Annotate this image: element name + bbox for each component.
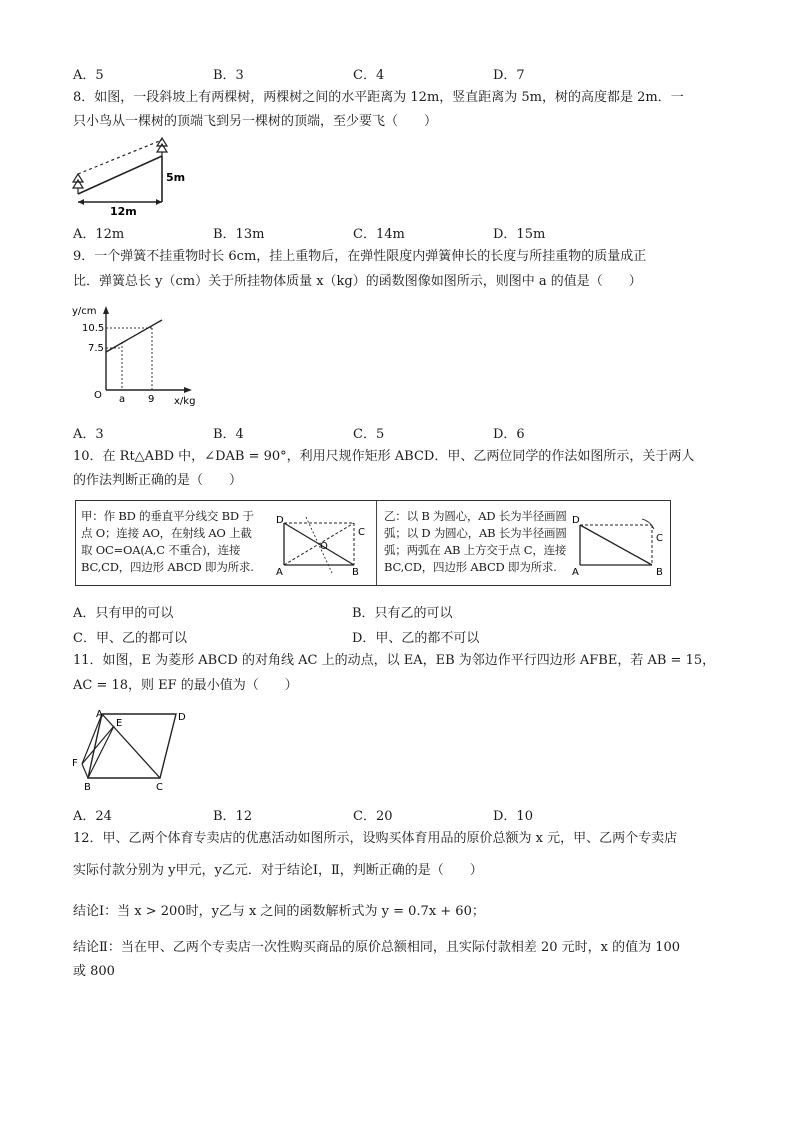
q8-option-a[interactable]: A．12m: [73, 227, 125, 242]
q7-option-c[interactable]: C．4: [353, 68, 385, 83]
q12-conclusion-2-line2: 或 800: [73, 964, 115, 979]
q8-option-c[interactable]: C．14m: [353, 227, 405, 242]
left-tree-icon: [73, 174, 83, 194]
q11-stem-line1: 11．如图，E 为菱形 ABCD 的对角线 AC 上的动点，以 EA，EB 为邻边作平行四边形 AFBE，若 AB = 15，: [73, 653, 716, 668]
jia-rect-figure: [276, 511, 372, 577]
q7-options: [73, 64, 713, 82]
methods-divider: [376, 501, 377, 585]
label-a: A: [96, 709, 103, 720]
q10-option-b[interactable]: B．只有乙的可以: [352, 606, 453, 621]
function-line: [106, 320, 162, 352]
y-axis-arrow-icon: [103, 306, 109, 314]
q11-option-b[interactable]: B．12: [213, 809, 253, 824]
rhombus-abcd: [88, 714, 176, 778]
x-tick-a: a: [119, 394, 126, 405]
right-tree-icon: [157, 138, 167, 156]
q12-conclusion-2-line1: 结论Ⅱ：当在甲、乙两个专卖店一次性购买商品的原价总额相同，且实际付款相差 20 元时，x 的值为 100: [73, 940, 681, 955]
q10-option-a[interactable]: A．只有甲的可以: [73, 606, 174, 621]
q8-stem-line2: 只小鸟从一棵树的顶端飞到另一棵树的顶端，至少要飞（ ）: [73, 114, 438, 129]
q9-option-a[interactable]: A．3: [73, 427, 104, 442]
q9-options: [73, 423, 713, 441]
method-yi: [384, 508, 567, 576]
q8-option-b[interactable]: B．13m: [213, 227, 265, 242]
q9-stem-line2: 比．弹簧总长 y（cm）关于所挂物体质量 x（kg）的函数图像如图所示，则图中 a 的值是（ ）: [73, 274, 642, 289]
origin-label: O: [94, 390, 102, 401]
x-axis-label: x/kg: [174, 396, 196, 407]
label-e: E: [116, 718, 123, 729]
q8-options: [73, 223, 713, 241]
jia-line-2: 点 O；连接 AO，在射线 AO 上截: [81, 526, 252, 540]
q11-option-d[interactable]: D．10: [493, 809, 533, 824]
yi-line-1: 乙：以 B 为圆心，AD 长为半径画圆: [384, 509, 567, 523]
method-jia: [81, 508, 254, 576]
jia-line-3: 取 OC=OA(A,C 不重合)，连接: [81, 543, 241, 557]
yi-label-b: B: [656, 567, 663, 577]
q12-stem-line1: 12．甲、乙两个体育专卖店的优惠活动如图所示，设购买体育用品的原价总额为 x 元，甲、乙两个专卖店: [73, 831, 678, 846]
jia-line-4: BC,CD，四边形 ABCD 即为所求.: [81, 560, 254, 574]
q10-option-d[interactable]: D．甲、乙的都不可以: [352, 631, 480, 646]
q9-option-c[interactable]: C．5: [353, 427, 385, 442]
q7-option-a[interactable]: A．5: [73, 68, 104, 83]
q11-rhombus-figure: [70, 706, 200, 794]
label-c: C: [156, 782, 163, 793]
jia-label-o: O: [320, 541, 328, 552]
q10-stem-line1: 10．在 Rt△ABD 中，∠DAB = 90°，利用尺规作矩形 ABCD．甲、乙两位同学的作法如图所示，关于两人: [73, 449, 695, 464]
jia-label-d: D: [276, 515, 284, 526]
segment-fb: [82, 764, 88, 778]
yi-line-4: BC,CD，四边形 ABCD 即为所求.: [384, 560, 557, 574]
q8-stem-line1: 8．如图，一段斜坡上有两棵树，两棵树之间的水平距离为 12m，竖直距离为 5m，树的高度都是 2m．一: [73, 90, 684, 105]
label-d: D: [178, 712, 186, 723]
q11-option-a[interactable]: A．24: [73, 809, 112, 824]
q10-stem-line2: 的作法判断正确的是（ ）: [73, 473, 243, 488]
q11-options: [73, 805, 713, 823]
q11-option-c[interactable]: C．20: [353, 809, 393, 824]
x-tick-9: 9: [148, 394, 155, 405]
q9-spring-graph: [70, 300, 200, 410]
arrow-right-icon: [156, 199, 162, 205]
y-axis-label: y/cm: [72, 306, 97, 317]
x-axis-arrow-icon: [184, 387, 192, 393]
slope-line: [78, 156, 162, 194]
q9-option-b[interactable]: B．4: [213, 427, 244, 442]
jia-label-c: C: [358, 527, 365, 538]
arrow-left-icon: [78, 199, 84, 205]
q10-option-c[interactable]: C．甲、乙的都可以: [73, 631, 187, 646]
vertical-distance-label: 5m: [166, 171, 186, 184]
yi-rect-figure: [572, 511, 668, 577]
yi-label-d: D: [572, 515, 580, 526]
yi-label-c: C: [656, 533, 663, 544]
q10-methods-box: [75, 500, 671, 586]
q9-stem-line1: 9．一个弹簧不挂重物时长 6cm，挂上重物后，在弹性限度内弹簧伸长的长度与所挂重物的质量成正: [73, 249, 647, 264]
jia-label-b: B: [352, 567, 359, 577]
yi-label-a: A: [572, 567, 579, 577]
diagonal-ac: [102, 714, 160, 778]
y-tick-7-5: 7.5: [88, 343, 104, 354]
q8-slope-figure: [70, 136, 190, 218]
jia-line-1: 甲：作 BD 的垂直平分线交 BD 于: [81, 509, 254, 523]
q7-option-d[interactable]: D．7: [493, 68, 525, 83]
q9-option-d[interactable]: D．6: [493, 427, 525, 442]
y-tick-10-5: 10.5: [82, 323, 105, 334]
label-b: B: [84, 782, 91, 793]
q11-stem-line2: AC = 18，则 EF 的最小值为（ ）: [73, 678, 298, 693]
label-f: F: [72, 758, 78, 769]
jia-label-a: A: [276, 567, 283, 577]
q12-conclusion-1: 结论Ⅰ：当 x > 200时，y乙与 x 之间的函数解析式为 y = 0.7x + 60；: [73, 904, 485, 919]
yi-line-2: 弧；以 D 为圆心，AB 长为半径画圆: [384, 526, 567, 540]
q8-option-d[interactable]: D．15m: [493, 227, 546, 242]
horizontal-distance-label: 12m: [110, 205, 137, 218]
q12-stem-line2: 实际付款分别为 y甲元，y乙元．对于结论Ⅰ，Ⅱ，判断正确的是（ ）: [73, 863, 483, 878]
q7-option-b[interactable]: B．3: [213, 68, 244, 83]
flight-path-line: [78, 140, 162, 174]
yi-line-3: 弧；两弧在 AB 上方交于点 C，连接: [384, 543, 567, 557]
